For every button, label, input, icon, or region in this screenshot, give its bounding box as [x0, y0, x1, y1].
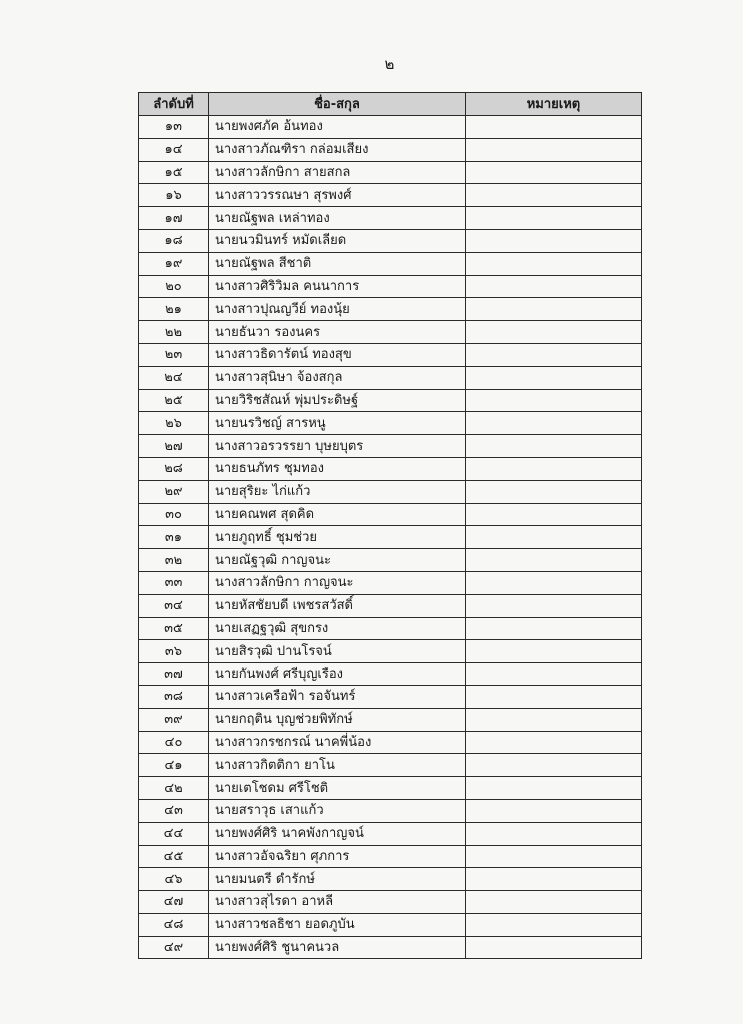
row-note	[466, 708, 642, 731]
row-note	[466, 116, 642, 139]
table-row	[139, 549, 642, 572]
row-name: นายนรวิชญ์ สารหนู	[209, 412, 466, 435]
row-name: นางสาวชลธิชา ยอดภูบัน	[209, 913, 466, 936]
row-number: ๓๑	[139, 526, 209, 549]
row-name: นางสาวปุณญวีย์ ทองนุ้ย	[209, 298, 466, 321]
row-number: ๔๖	[139, 868, 209, 891]
row-name: นางสาวศิริวิมล คนนาการ	[209, 275, 466, 298]
row-name: นายมนตรี ดำรักษ์	[209, 868, 466, 891]
table-row	[139, 936, 642, 959]
row-number: ๔๕	[139, 845, 209, 868]
row-number: ๓๐	[139, 503, 209, 526]
row-name: นายกฤติน บุญช่วยพิทักษ์	[209, 708, 466, 731]
row-name: นายณัฐพล สีชาติ	[209, 252, 466, 275]
row-number: ๒๖	[139, 412, 209, 435]
row-number: ๒๑	[139, 298, 209, 321]
row-note	[466, 252, 642, 275]
table-row	[139, 868, 642, 891]
row-number: ๓๖	[139, 640, 209, 663]
row-number: ๔๐	[139, 731, 209, 754]
table-row	[139, 435, 642, 458]
table-row	[139, 412, 642, 435]
row-number: ๓๗	[139, 663, 209, 686]
row-note	[466, 822, 642, 845]
row-note	[466, 457, 642, 480]
row-number: ๒๐	[139, 275, 209, 298]
name-roster-table	[138, 92, 642, 959]
table-row	[139, 594, 642, 617]
row-number: ๒๔	[139, 366, 209, 389]
row-note	[466, 845, 642, 868]
table-row	[139, 184, 642, 207]
row-name: นางสาวสุไรดา อาหลี	[209, 891, 466, 914]
row-number: ๒๓	[139, 343, 209, 366]
row-name: นายธันวา รองนคร	[209, 321, 466, 344]
row-number: ๒๘	[139, 457, 209, 480]
table-row	[139, 913, 642, 936]
row-name: นายเตโชดม ศรีโชติ	[209, 777, 466, 800]
row-name: นายพงศ์ศิริ นาคพังกาญจน์	[209, 822, 466, 845]
row-note	[466, 161, 642, 184]
row-note	[466, 321, 642, 344]
row-number: ๓๙	[139, 708, 209, 731]
row-name: นายวิริชสัณห์ พุ่มประดิษฐ์	[209, 389, 466, 412]
row-number: ๑๗	[139, 207, 209, 230]
row-note	[466, 913, 642, 936]
row-name: นายสุริยะ ไก่แก้ว	[209, 480, 466, 503]
row-note	[466, 275, 642, 298]
table-row	[139, 571, 642, 594]
row-number: ๓๒	[139, 549, 209, 572]
header-number: ลำดับที่	[139, 93, 209, 116]
table-row	[139, 503, 642, 526]
table-row	[139, 799, 642, 822]
row-name: นางสาวกรชกรณ์ นาคพี่น้อง	[209, 731, 466, 754]
row-note	[466, 184, 642, 207]
table-row	[139, 389, 642, 412]
row-note	[466, 754, 642, 777]
table-row	[139, 526, 642, 549]
table-row	[139, 457, 642, 480]
table-row	[139, 366, 642, 389]
row-number: ๑๕	[139, 161, 209, 184]
row-number: ๑๙	[139, 252, 209, 275]
row-note	[466, 343, 642, 366]
row-name: นายคณพศ สุดคิด	[209, 503, 466, 526]
table-row	[139, 480, 642, 503]
row-number: ๒๙	[139, 480, 209, 503]
table-row	[139, 116, 642, 139]
row-number: ๓๔	[139, 594, 209, 617]
row-number: ๑๖	[139, 184, 209, 207]
row-number: ๑๔	[139, 138, 209, 161]
table-row	[139, 321, 642, 344]
row-note	[466, 594, 642, 617]
row-name: นางสาวอรวรรยา บุษยบุตร	[209, 435, 466, 458]
table-header-row	[139, 93, 642, 116]
row-note	[466, 777, 642, 800]
table-row	[139, 731, 642, 754]
row-name: นายเสฏฐวุฒิ สุขกรง	[209, 617, 466, 640]
table-row	[139, 161, 642, 184]
row-note	[466, 868, 642, 891]
row-number: ๒๒	[139, 321, 209, 344]
table-row	[139, 845, 642, 868]
row-note	[466, 207, 642, 230]
row-name: นางสาวลักษิกา กาญจนะ	[209, 571, 466, 594]
row-name: นายกันพงศ์ ศรีบุญเรือง	[209, 663, 466, 686]
row-note	[466, 640, 642, 663]
table-row	[139, 298, 642, 321]
row-name: นายพงศ์ศิริ ชูนาคนวล	[209, 936, 466, 959]
header-note: หมายเหตุ	[466, 93, 642, 116]
row-note	[466, 435, 642, 458]
row-name: นายภูฤทธิ์ ชุมช่วย	[209, 526, 466, 549]
row-number: ๔๓	[139, 799, 209, 822]
row-note	[466, 480, 642, 503]
row-number: ๓๘	[139, 685, 209, 708]
table-row	[139, 777, 642, 800]
row-note	[466, 298, 642, 321]
row-number: ๓๕	[139, 617, 209, 640]
row-name: นางสาวธิดารัตน์ ทองสุข	[209, 343, 466, 366]
row-name: นายหัสชัยบดี เพชรสวัสดิ์	[209, 594, 466, 617]
row-number: ๒๕	[139, 389, 209, 412]
row-number: ๑๓	[139, 116, 209, 139]
table-row	[139, 343, 642, 366]
table-row	[139, 617, 642, 640]
row-note	[466, 731, 642, 754]
row-note	[466, 663, 642, 686]
row-name: นางสาวกิตติกา ยาโน	[209, 754, 466, 777]
row-note	[466, 412, 642, 435]
row-number: ๒๗	[139, 435, 209, 458]
row-note	[466, 526, 642, 549]
row-note	[466, 799, 642, 822]
row-number: ๔๙	[139, 936, 209, 959]
row-name: นางสาวอัจฉริยา ศุภการ	[209, 845, 466, 868]
row-number: ๔๔	[139, 822, 209, 845]
page-number: ๒	[384, 55, 395, 73]
row-number: ๔๘	[139, 913, 209, 936]
row-note	[466, 617, 642, 640]
row-number: ๑๘	[139, 229, 209, 252]
table-row	[139, 207, 642, 230]
row-name: นายสราวุธ เสาแก้ว	[209, 799, 466, 822]
row-number: ๔๗	[139, 891, 209, 914]
row-name: นางสาวเครือฟ้า รอจันทร์	[209, 685, 466, 708]
row-note	[466, 685, 642, 708]
table-row	[139, 685, 642, 708]
table-row	[139, 275, 642, 298]
row-number: ๔๑	[139, 754, 209, 777]
row-note	[466, 389, 642, 412]
row-name: นางสาวภัณฑิรา กล่อมเสียง	[209, 138, 466, 161]
row-name: นางสาววรรณษา สุรพงศ์	[209, 184, 466, 207]
header-name: ชื่อ-สกุล	[209, 93, 466, 116]
row-name: นางสาวสุนิษา จ้องสกุล	[209, 366, 466, 389]
table-row	[139, 229, 642, 252]
table-row	[139, 822, 642, 845]
table-row	[139, 708, 642, 731]
row-note	[466, 138, 642, 161]
row-name: นางสาวลักษิกา สายสกล	[209, 161, 466, 184]
table-row	[139, 754, 642, 777]
table-row	[139, 252, 642, 275]
row-note	[466, 229, 642, 252]
row-name: นายนวมินทร์ หมัดเลียด	[209, 229, 466, 252]
row-name: นายพงศภัค อ้นทอง	[209, 116, 466, 139]
table-row	[139, 663, 642, 686]
row-note	[466, 571, 642, 594]
row-note	[466, 936, 642, 959]
row-note	[466, 503, 642, 526]
table-body	[139, 116, 642, 959]
table-row	[139, 138, 642, 161]
row-note	[466, 549, 642, 572]
row-note	[466, 891, 642, 914]
row-name: นายณัฐวุฒิ กาญจนะ	[209, 549, 466, 572]
row-name: นายสิรวุฒิ ปานโรจน์	[209, 640, 466, 663]
table-row	[139, 640, 642, 663]
row-name: นายณัฐพล เหล่าทอง	[209, 207, 466, 230]
row-note	[466, 366, 642, 389]
row-number: ๓๓	[139, 571, 209, 594]
row-name: นายธนภัทร ชุมทอง	[209, 457, 466, 480]
row-number: ๔๒	[139, 777, 209, 800]
table-row	[139, 891, 642, 914]
